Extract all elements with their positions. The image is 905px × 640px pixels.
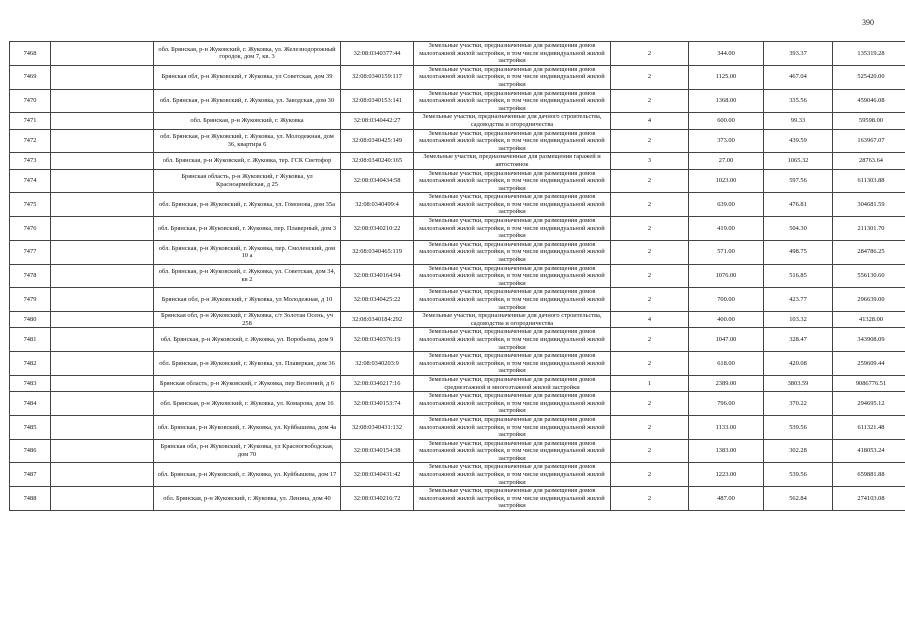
land-use-cell: Земельные участки, предназначенные для размещения домов малоэтажной жилой застройки, в том числе индивидуальной жилой застройки <box>414 264 611 288</box>
table-row <box>10 439 905 463</box>
spacer-cell <box>51 264 154 288</box>
cadastral-value-cell: 418053.24 <box>833 439 905 463</box>
cadastral-value-cell: 9086776.51 <box>833 375 905 391</box>
table-row <box>10 312 905 328</box>
table-row <box>10 392 905 416</box>
specific-value-cell: 539.56 <box>764 415 833 439</box>
cadastral-value-cell: 525420.00 <box>833 65 905 89</box>
specific-value-cell: 476.81 <box>764 193 833 217</box>
group-cell: 2 <box>611 328 689 352</box>
spacer-cell <box>51 487 154 511</box>
group-cell: 2 <box>611 169 689 193</box>
cadastral-number-cell: 32:08:0340442:27 <box>341 113 414 129</box>
land-use-cell: Земельные участки, предназначенные для дачного строительства, садоводства и огородничества <box>414 113 611 129</box>
land-use-cell: Земельные участки, предназначенные для размещения домов малоэтажной жилой застройки, в том числе индивидуальной жилой застройки <box>414 129 611 153</box>
row-number-cell: 7484 <box>10 392 51 416</box>
land-use-cell: Земельные участки, предназначенные для размещения домов малоэтажной жилой застройки, в том числе индивидуальной жилой застройки <box>414 42 611 66</box>
cadastral-number-cell: 32:08:0340210:22 <box>341 217 414 241</box>
cadastral-number-cell: 32:08:0340216:72 <box>341 487 414 511</box>
spacer-cell <box>51 193 154 217</box>
specific-value-cell: 335.56 <box>764 89 833 113</box>
spacer-cell <box>51 153 154 169</box>
group-cell: 1 <box>611 375 689 391</box>
row-number-cell: 7474 <box>10 169 51 193</box>
table-row <box>10 193 905 217</box>
row-number-cell: 7469 <box>10 65 51 89</box>
address-cell: обл. Брянская, р-н Жуковский, г. Жуковка, ул. Куйбышева, дом 17 <box>154 463 341 487</box>
spacer-cell <box>51 129 154 153</box>
row-number-cell: 7471 <box>10 113 51 129</box>
area-cell: 1133.00 <box>689 415 764 439</box>
cadastral-value-cell: 259609.44 <box>833 352 905 376</box>
area-cell: 1125.00 <box>689 65 764 89</box>
address-cell: обл. Брянская, р-н Жуковский, г. Жуковка, пер. Плаверный, дом 3 <box>154 217 341 241</box>
cadastral-value-table <box>9 41 905 511</box>
address-cell: обл. Брянская, р-н Жуковский, г. Жуковка, ул. Воробьева, дом 9 <box>154 328 341 352</box>
table-row <box>10 217 905 241</box>
land-use-cell: Земельные участки, предназначенные для размещения домов малоэтажной жилой застройки, в том числе индивидуальной жилой застройки <box>414 288 611 312</box>
area-cell: 600.00 <box>689 113 764 129</box>
address-cell: обл. Брянская, р-н Жуковский, г. Жуковка, пер. Смоленский, дом 10 а <box>154 240 341 264</box>
land-use-cell: Земельные участки, предназначенные для размещения домов малоэтажной жилой застройки, в том числе индивидуальной жилой застройки <box>414 65 611 89</box>
cadastral-number-cell: 32:08:0340377:44 <box>341 42 414 66</box>
address-cell: Брянская обл, р-н Жуковский, г Жуковка, ул Молодежная, д 10 <box>154 288 341 312</box>
cadastral-value-cell: 343908.09 <box>833 328 905 352</box>
specific-value-cell: 302.28 <box>764 439 833 463</box>
cadastral-value-cell: 135319.28 <box>833 42 905 66</box>
cadastral-value-cell: 274103.08 <box>833 487 905 511</box>
row-number-cell: 7476 <box>10 217 51 241</box>
address-cell: обл. Брянская, р-н Жуковский, г. Жуковка, ул. Куйбышева, дом 4а <box>154 415 341 439</box>
spacer-cell <box>51 439 154 463</box>
cadastral-value-cell: 659881.88 <box>833 463 905 487</box>
spacer-cell <box>51 288 154 312</box>
address-cell: обл. Брянская, р-н Жуковский, г. Жуковка, ул. Плаверкая, дом 36 <box>154 352 341 376</box>
group-cell: 2 <box>611 65 689 89</box>
group-cell: 4 <box>611 113 689 129</box>
specific-value-cell: 3803.59 <box>764 375 833 391</box>
address-cell: обл. Брянская, р-н Жуковский, г. Жуковка, ул. Ленина, дом 40 <box>154 487 341 511</box>
table-row <box>10 113 905 129</box>
cadastral-number-cell: 32:08:0340431:42 <box>341 463 414 487</box>
specific-value-cell: 562.84 <box>764 487 833 511</box>
area-cell: 487.00 <box>689 487 764 511</box>
cadastral-value-cell: 163967.07 <box>833 129 905 153</box>
group-cell: 2 <box>611 463 689 487</box>
table-row <box>10 89 905 113</box>
cadastral-number-cell: 32:08:0340153:141 <box>341 89 414 113</box>
page-number: 390 <box>862 18 874 27</box>
address-cell: Брянская область, р-н Жуковский, г Жуковка, пер Весенний, д 6 <box>154 375 341 391</box>
row-number-cell: 7473 <box>10 153 51 169</box>
cadastral-value-cell: 59598.00 <box>833 113 905 129</box>
spacer-cell <box>51 217 154 241</box>
row-number-cell: 7480 <box>10 312 51 328</box>
area-cell: 400.00 <box>689 312 764 328</box>
area-cell: 2389.00 <box>689 375 764 391</box>
land-use-cell: Земельные участки, предназначенные для размещения домов малоэтажной жилой застройки, в том числе индивидуальной жилой застройки <box>414 193 611 217</box>
spacer-cell <box>51 328 154 352</box>
cadastral-value-cell: 41328.00 <box>833 312 905 328</box>
spacer-cell <box>51 312 154 328</box>
cadastral-value-cell: 211301.70 <box>833 217 905 241</box>
cadastral-number-cell: 32:08:0340217:16 <box>341 375 414 391</box>
land-use-cell: Земельные участки, предназначенные для размещения домов малоэтажной жилой застройки, в том числе индивидуальной жилой застройки <box>414 89 611 113</box>
cadastral-number-cell: 32:08:0340203:9 <box>341 352 414 376</box>
area-cell: 27.00 <box>689 153 764 169</box>
group-cell: 2 <box>611 217 689 241</box>
specific-value-cell: 439.59 <box>764 129 833 153</box>
row-number-cell: 7488 <box>10 487 51 511</box>
specific-value-cell: 467.04 <box>764 65 833 89</box>
group-cell: 2 <box>611 415 689 439</box>
spacer-cell <box>51 415 154 439</box>
row-number-cell: 7485 <box>10 415 51 439</box>
area-cell: 373.00 <box>689 129 764 153</box>
group-cell: 2 <box>611 89 689 113</box>
cadastral-number-cell: 32:08:0340434:58 <box>341 169 414 193</box>
table-row <box>10 328 905 352</box>
row-number-cell: 7477 <box>10 240 51 264</box>
group-cell: 2 <box>611 288 689 312</box>
address-cell: Брянская обл, р-н Жуковский, г Жуковка, ул Советская, дом 39 <box>154 65 341 89</box>
group-cell: 2 <box>611 193 689 217</box>
spacer-cell <box>51 352 154 376</box>
group-cell: 4 <box>611 312 689 328</box>
area-cell: 1023.00 <box>689 169 764 193</box>
address-cell: обл. Брянская, р-н Жуковский, г. Жуковка, ул. Молодежная, дом 36, квартира 6 <box>154 129 341 153</box>
address-cell: обл. Брянская, р-н Жуковский, г. Жуковка, ул. Железнодорожный городок, дом 7, кв. 3 <box>154 42 341 66</box>
specific-value-cell: 498.75 <box>764 240 833 264</box>
cadastral-number-cell: 32:08:0340499:4 <box>341 193 414 217</box>
area-cell: 1368.00 <box>689 89 764 113</box>
land-use-cell: Земельные участки, предназначенные для размещения домов малоэтажной жилой застройки, в том числе индивидуальной жилой застройки <box>414 217 611 241</box>
spacer-cell <box>51 392 154 416</box>
table-row <box>10 42 905 66</box>
cadastral-value-cell: 294695.12 <box>833 392 905 416</box>
address-cell: обл. Брянская, р-н Жуковский, г. Жуковка, ул. Заводская, дом 30 <box>154 89 341 113</box>
spacer-cell <box>51 463 154 487</box>
row-number-cell: 7470 <box>10 89 51 113</box>
table-row <box>10 487 905 511</box>
land-use-cell: Земельные участки, предназначенные для дачного строительства, садоводства и огородничества <box>414 312 611 328</box>
table-row <box>10 65 905 89</box>
land-use-cell: Земельные участки, предназначенные для размещения домов малоэтажной жилой застройки, в том числе индивидуальной жилой застройки <box>414 439 611 463</box>
cadastral-number-cell: 32:08:0340240:165 <box>341 153 414 169</box>
cadastral-number-cell: 32:08:0340465:119 <box>341 240 414 264</box>
spacer-cell <box>51 42 154 66</box>
row-number-cell: 7472 <box>10 129 51 153</box>
spacer-cell <box>51 89 154 113</box>
area-cell: 1076.00 <box>689 264 764 288</box>
specific-value-cell: 103.32 <box>764 312 833 328</box>
specific-value-cell: 328.47 <box>764 328 833 352</box>
specific-value-cell: 516.85 <box>764 264 833 288</box>
group-cell: 2 <box>611 352 689 376</box>
land-use-cell: Земельные участки, предназначенные для размещения домов малоэтажной жилой застройки, в том числе индивидуальной жилой застройки <box>414 487 611 511</box>
group-cell: 2 <box>611 264 689 288</box>
row-number-cell: 7482 <box>10 352 51 376</box>
spacer-cell <box>51 240 154 264</box>
land-use-cell: Земельные участки, предназначенные для размещения домов малоэтажной жилой застройки, в том числе индивидуальной жилой застройки <box>414 328 611 352</box>
land-use-cell: Земельные участки, предназначенные для размещения домов малоэтажной жилой застройки, в том числе индивидуальной жилой застройки <box>414 169 611 193</box>
row-number-cell: 7479 <box>10 288 51 312</box>
group-cell: 2 <box>611 439 689 463</box>
row-number-cell: 7483 <box>10 375 51 391</box>
address-cell: обл. Брянская, р-н Жуковский, г. Жуковка, ул. Комарова, дом 16 <box>154 392 341 416</box>
cadastral-value-cell: 28763.64 <box>833 153 905 169</box>
row-number-cell: 7468 <box>10 42 51 66</box>
row-number-cell: 7475 <box>10 193 51 217</box>
row-number-cell: 7481 <box>10 328 51 352</box>
area-cell: 419.00 <box>689 217 764 241</box>
cadastral-value-cell: 611303.88 <box>833 169 905 193</box>
spacer-cell <box>51 375 154 391</box>
cadastral-number-cell: 32:08:0340184:292 <box>341 312 414 328</box>
cadastral-value-cell: 304681.59 <box>833 193 905 217</box>
cadastral-value-cell: 459046.08 <box>833 89 905 113</box>
cadastral-number-cell: 32:08:0340425:149 <box>341 129 414 153</box>
group-cell: 2 <box>611 487 689 511</box>
spacer-cell <box>51 113 154 129</box>
cadastral-value-cell: 556130.60 <box>833 264 905 288</box>
specific-value-cell: 393.37 <box>764 42 833 66</box>
group-cell: 3 <box>611 153 689 169</box>
table-row <box>10 264 905 288</box>
specific-value-cell: 99.33 <box>764 113 833 129</box>
area-cell: 618.00 <box>689 352 764 376</box>
table-row <box>10 240 905 264</box>
area-cell: 639.00 <box>689 193 764 217</box>
specific-value-cell: 420.08 <box>764 352 833 376</box>
area-cell: 344.00 <box>689 42 764 66</box>
cadastral-value-cell: 611321.48 <box>833 415 905 439</box>
cadastral-value-cell: 296639.00 <box>833 288 905 312</box>
group-cell: 2 <box>611 129 689 153</box>
table-row <box>10 153 905 169</box>
address-cell: Брянская область, р-н Жуковский, г Жуковка, ул Красноармейская, д 25 <box>154 169 341 193</box>
specific-value-cell: 370.22 <box>764 392 833 416</box>
land-use-cell: Земельные участки, предназначенные для размещения домов малоэтажной жилой застройки, в том числе индивидуальной жилой застройки <box>414 352 611 376</box>
spacer-cell <box>51 65 154 89</box>
land-use-cell: Земельные участки, предназначенные для размещения домов малоэтажной жилой застройки, в том числе индивидуальной жилой застройки <box>414 240 611 264</box>
row-number-cell: 7478 <box>10 264 51 288</box>
table-row <box>10 288 905 312</box>
table-row <box>10 129 905 153</box>
cadastral-number-cell: 32:08:0340159:117 <box>341 65 414 89</box>
table-row <box>10 169 905 193</box>
group-cell: 2 <box>611 42 689 66</box>
address-cell: обл. Брянская, р-н Жуковский, г. Жуковка, ул. Советская, дом 34, кв 2 <box>154 264 341 288</box>
table-body <box>10 42 905 511</box>
cadastral-number-cell: 32:08:0340164:94 <box>341 264 414 288</box>
land-use-cell: Земельные участки, предназначенные для размещения домов малоэтажной жилой застройки, в том числе индивидуальной жилой застройки <box>414 392 611 416</box>
group-cell: 2 <box>611 392 689 416</box>
land-use-cell: Земельные участки, предназначенные для размещения домов малоэтажной жилой застройки, в том числе индивидуальной жилой застройки <box>414 415 611 439</box>
table-row <box>10 463 905 487</box>
row-number-cell: 7486 <box>10 439 51 463</box>
cadastral-value-cell: 284786.25 <box>833 240 905 264</box>
cadastral-number-cell: 32:08:0340153:74 <box>341 392 414 416</box>
land-use-cell: Земельные участки, предназначенные для размещения гаражей и автостоянок <box>414 153 611 169</box>
address-cell: Брянская обл, р-н Жуковский, г Жуковка, с/т Золотая Осень, уч 258 <box>154 312 341 328</box>
address-cell: обл. Брянская, р-н Жуковский, г. Жуковка, ул. Гомонова, дом 35а <box>154 193 341 217</box>
area-cell: 1223.00 <box>689 463 764 487</box>
specific-value-cell: 1065.32 <box>764 153 833 169</box>
specific-value-cell: 597.56 <box>764 169 833 193</box>
cadastral-number-cell: 32:08:0340154:38 <box>341 439 414 463</box>
address-cell: Брянская обл, р-н Жуковский, г Жуковка, ул Красногвободская, дом 70 <box>154 439 341 463</box>
land-use-cell: Земельные участки, предназначенные для размещения домов малоэтажной жилой застройки, в том числе индивидуальной жилой застройки <box>414 463 611 487</box>
row-number-cell: 7487 <box>10 463 51 487</box>
area-cell: 1383.00 <box>689 439 764 463</box>
table-row <box>10 352 905 376</box>
area-cell: 796.00 <box>689 392 764 416</box>
address-cell: обл. Брянская, р-н Жуковский, г. Жуковка, тер. ГСК Светофор <box>154 153 341 169</box>
cadastral-number-cell: 32:08:0340425:22 <box>341 288 414 312</box>
group-cell: 2 <box>611 240 689 264</box>
address-cell: обл. Брянская, р-н Жуковский, г. Жуковка <box>154 113 341 129</box>
cadastral-number-cell: 32:08:0340431:132 <box>341 415 414 439</box>
table-row <box>10 415 905 439</box>
table-row <box>10 375 905 391</box>
area-cell: 700.00 <box>689 288 764 312</box>
spacer-cell <box>51 169 154 193</box>
area-cell: 571.00 <box>689 240 764 264</box>
specific-value-cell: 539.56 <box>764 463 833 487</box>
specific-value-cell: 423.77 <box>764 288 833 312</box>
area-cell: 1047.00 <box>689 328 764 352</box>
land-use-cell: Земельные участки, предназначенные для размещения домов среднеэтажной и многоэтажной жилой застройки <box>414 375 611 391</box>
specific-value-cell: 504.30 <box>764 217 833 241</box>
cadastral-number-cell: 32:08:0340376:19 <box>341 328 414 352</box>
